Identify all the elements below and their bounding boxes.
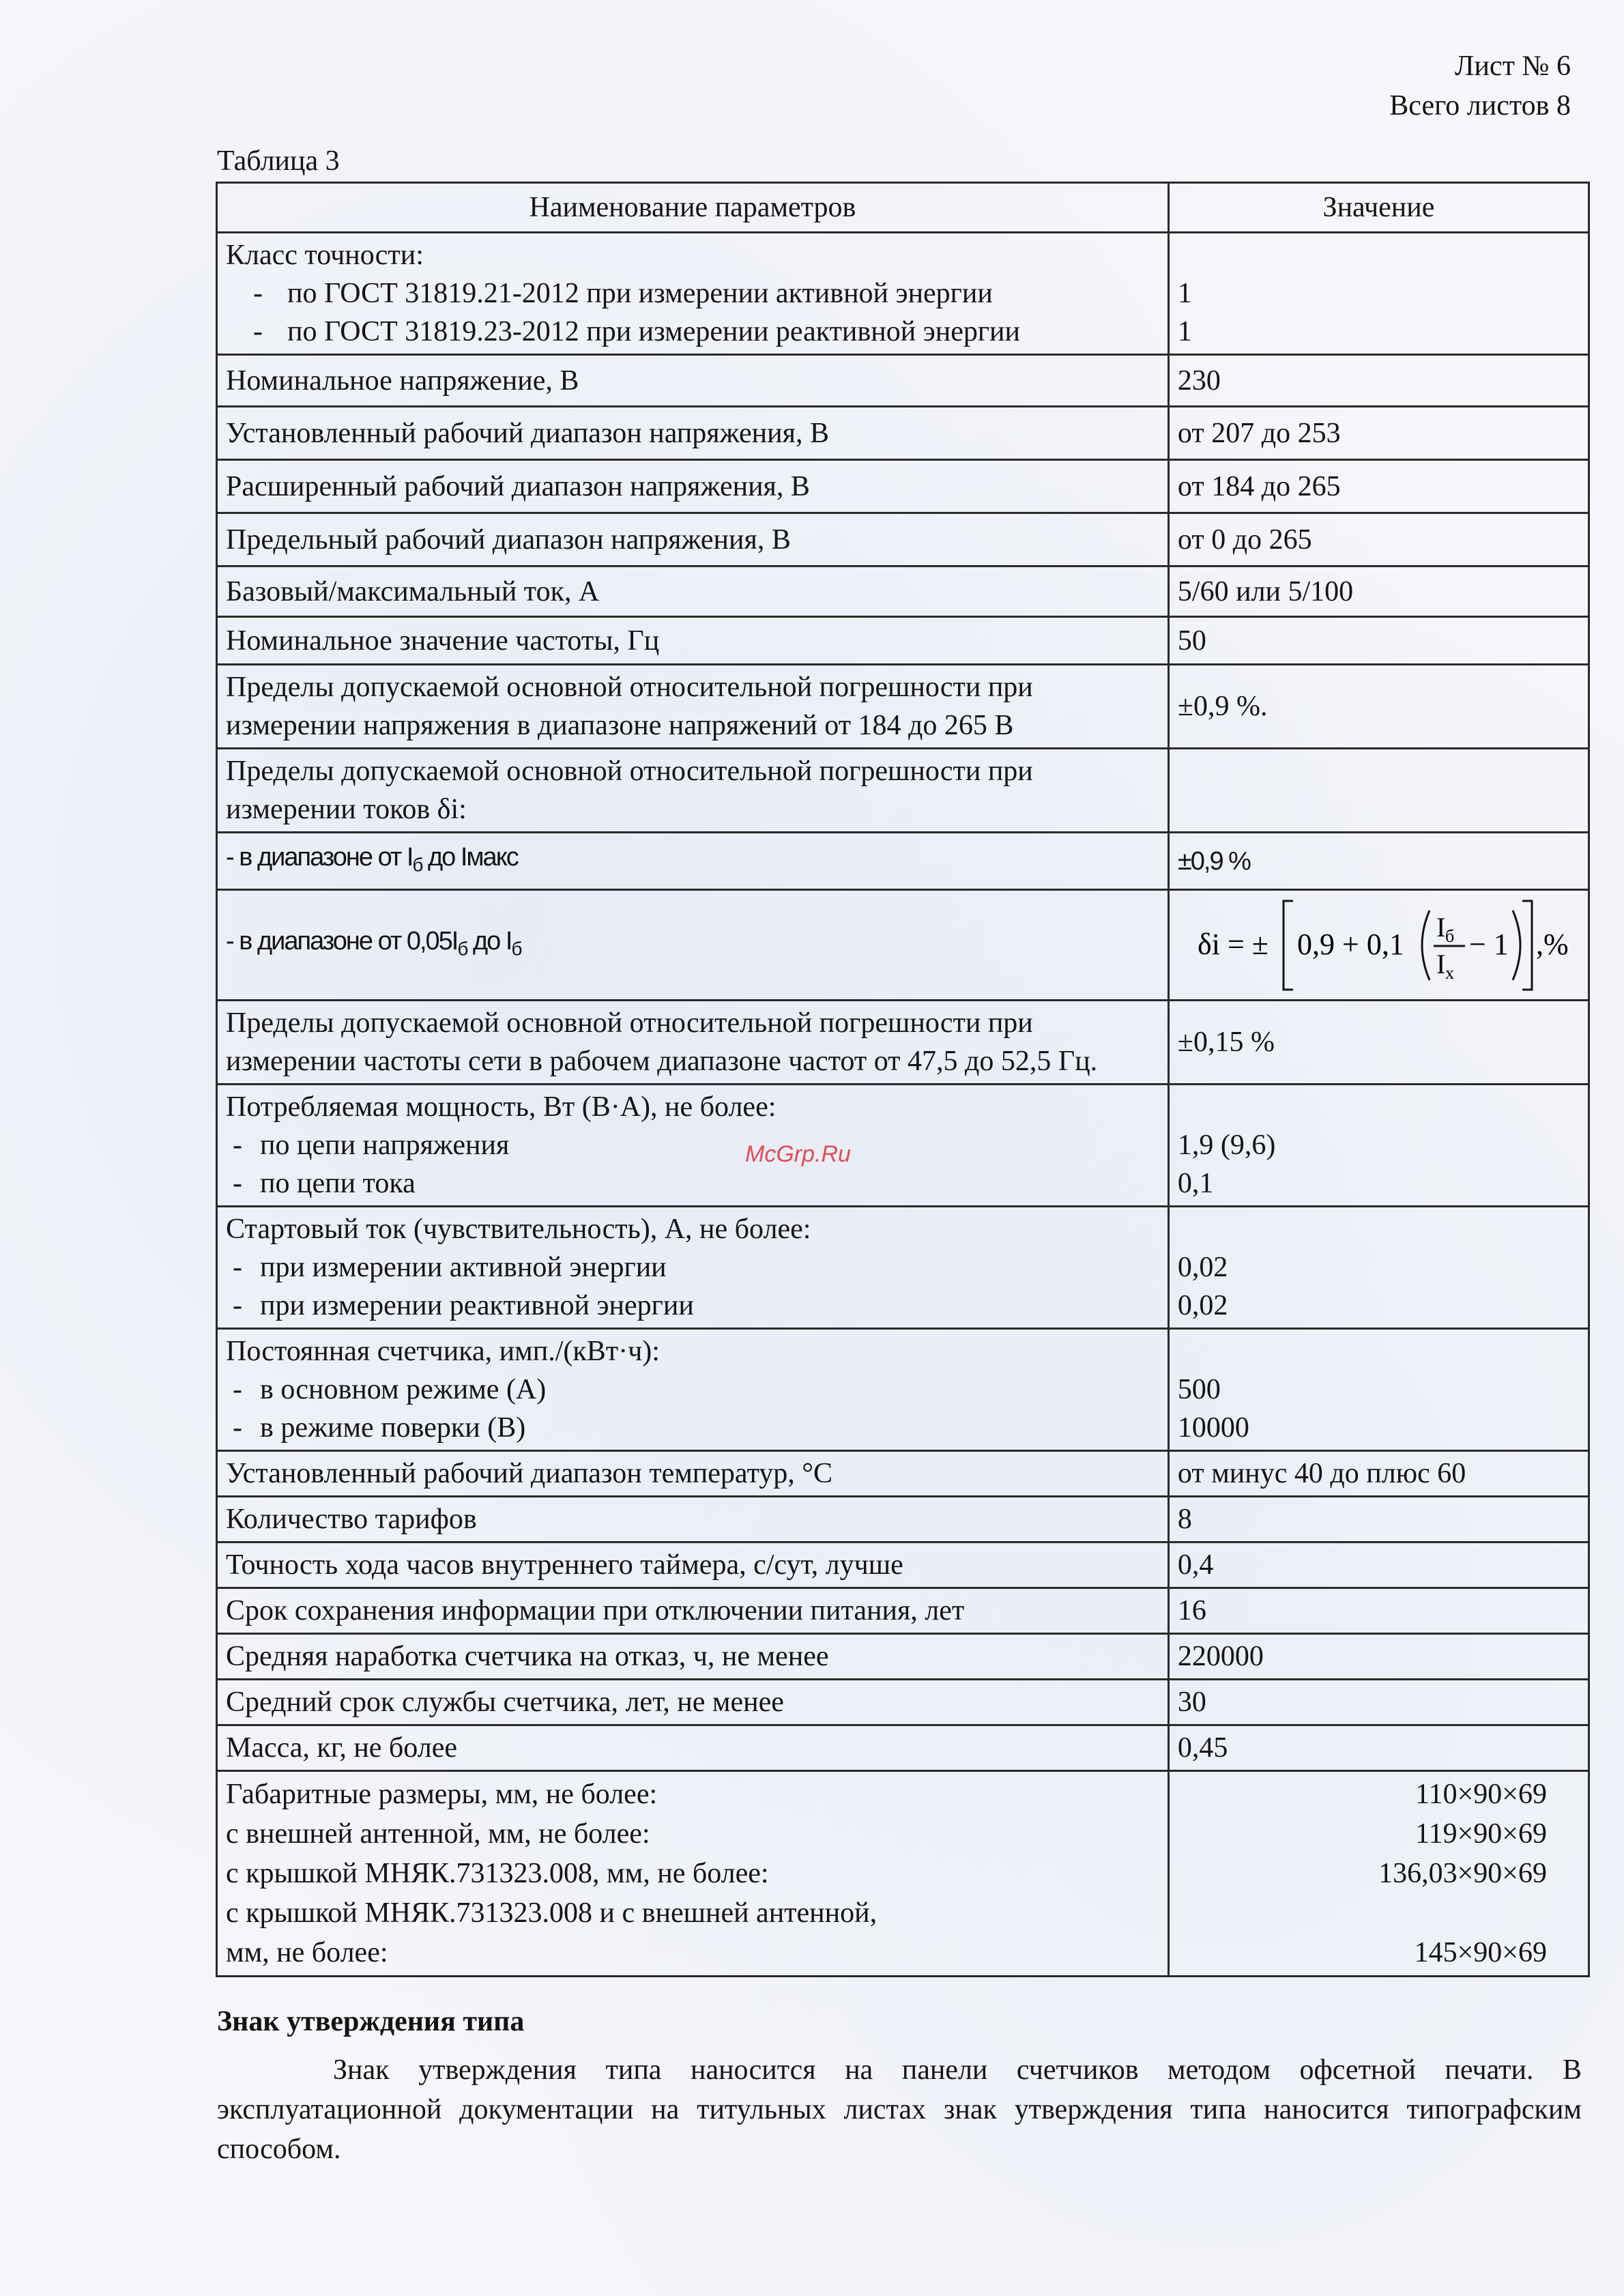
param-cell: Пределы допускаемой основной относительной погрешности при измерении напряжения в диапазоне напряжений от 184 до 265 В [217, 665, 1169, 749]
value-cell: 30 [1168, 1680, 1589, 1725]
value-cell: 16 [1168, 1588, 1589, 1634]
section-paragraph: Знак утверждения типа наносится на панели счетчиков методом офсетной печати. В эксплуатационной документации на титульных листах знак утверждения типа наносится типографским способом. [217, 2054, 1582, 2165]
table-row [217, 460, 1589, 513]
param-cell: Пределы допускаемой основной относительной погрешности при измерении частоты сети в рабочем диапазоне частот от 47,5 до 52,5 Гц. [217, 1001, 1169, 1085]
value-item: 1 [1177, 278, 1192, 309]
value-cell: от 207 до 253 [1168, 407, 1589, 460]
value-cell: ±0,9 %. [1168, 665, 1589, 749]
formula-den: I [1436, 948, 1446, 979]
param-item: - по цепи напряжения [226, 1126, 1159, 1164]
value-cell [1168, 1329, 1589, 1451]
param-cell: Установленный рабочий диапазон напряжения, В [217, 407, 1169, 460]
param-title: Класс точности: [226, 240, 424, 271]
table-row [217, 1001, 1589, 1085]
table-row [217, 407, 1589, 460]
header-param: Наименование параметров [217, 183, 1169, 233]
error-formula [1168, 890, 1589, 1001]
value-cell [1168, 233, 1589, 355]
table-row [217, 833, 1589, 890]
dim-line: с внешней антенной, мм, не более: [226, 1818, 650, 1850]
table-row [217, 890, 1589, 1001]
dim-line: с крышкой МНЯК.731323.008 и с внешней антенной, [226, 1897, 878, 1929]
value-cell: 220000 [1168, 1634, 1589, 1680]
value-cell [1168, 1207, 1589, 1329]
header-value: Значение [1168, 183, 1589, 233]
value-cell [1168, 1085, 1589, 1207]
value-item: 1 [1177, 316, 1192, 347]
sheet-number: Лист № 6 [1454, 51, 1571, 82]
value-cell: от минус 40 до плюс 60 [1168, 1451, 1589, 1497]
param-cell: Базовый/максимальный ток, А [217, 566, 1169, 617]
value-cell: от 0 до 265 [1168, 513, 1589, 566]
dim-value: 119×90×69 [1415, 1818, 1547, 1850]
section-title: Знак утверждения типа [217, 2006, 525, 2037]
table-row [217, 1680, 1589, 1725]
param-item: - по цепи тока [226, 1164, 1159, 1203]
table-row [217, 1725, 1589, 1771]
sheet-info [1389, 46, 1571, 126]
param-cell: Расширенный рабочий диапазон напряжения, В [217, 460, 1169, 513]
param-item: - в режиме поверки (В) [226, 1409, 1159, 1447]
param-cell: Средняя наработка счетчика на отказ, ч, не менее [217, 1634, 1169, 1680]
table-row [217, 513, 1589, 566]
param-cell [217, 833, 1169, 890]
param-cell [217, 233, 1169, 355]
param-cell: Количество тарифов [217, 1497, 1169, 1542]
parameters-table [216, 182, 1590, 1977]
dim-value: 136,03×90×69 [1378, 1858, 1547, 1889]
range-subscript: б [412, 854, 422, 876]
sheet-total: Всего листов 8 [1389, 90, 1571, 121]
table-row [217, 1771, 1589, 1977]
paren-right [1513, 910, 1520, 980]
range-label: - в диапазоне от I [226, 842, 413, 872]
table-row [217, 1451, 1589, 1497]
param-item: - при измерении реактивной энергии [226, 1287, 1159, 1325]
value-cell: 8 [1168, 1497, 1589, 1542]
formula-den-sub: x [1445, 962, 1454, 983]
value-item: 1,9 (9,6) [1177, 1130, 1276, 1161]
value-cell: 0,4 [1168, 1542, 1589, 1588]
dim-line: с крышкой МНЯК.731323.008, мм, не более: [226, 1858, 769, 1889]
value-item: 0,02 [1177, 1290, 1228, 1321]
table-row [217, 566, 1589, 617]
value-cell: ±0,9 % [1168, 833, 1589, 890]
dim-line: Габаритные размеры, мм, не более: [226, 1779, 658, 1810]
table-row [217, 1207, 1589, 1329]
param-cell [217, 890, 1169, 1001]
table-row [217, 233, 1589, 355]
param-cell: Масса, кг, не более [217, 1725, 1169, 1771]
param-title: Стартовый ток (чувствительность), А, не более: [226, 1214, 811, 1245]
param-cell: Точность хода часов внутреннего таймера, с/сут, лучше [217, 1542, 1169, 1588]
range-subscript: б [457, 938, 467, 960]
table-row [217, 355, 1589, 407]
formula-suffix: ,% [1536, 927, 1569, 961]
value-cell [1168, 749, 1589, 833]
param-cell: Номинальное значение частоты, Гц [217, 617, 1169, 665]
table-header-row [217, 183, 1589, 233]
param-cell: Средний срок службы счетчика, лет, не менее [217, 1680, 1169, 1725]
param-item: - при измерении активной энергии [226, 1248, 1159, 1287]
dim-line: мм, не более: [226, 1937, 388, 1968]
table-caption: Таблица 3 [217, 145, 340, 177]
bracket-left [1284, 901, 1293, 990]
table-row [217, 1542, 1589, 1588]
range-label-tail: до Iмакс [422, 842, 518, 872]
param-cell: Установленный рабочий диапазон температур, °С [217, 1451, 1169, 1497]
param-title: Постоянная счетчика, имп./(кВт·ч): [226, 1336, 660, 1367]
param-cell: Номинальное напряжение, В [217, 355, 1169, 407]
formula-num: I [1436, 911, 1446, 943]
value-cell: 5/60 или 5/100 [1168, 566, 1589, 617]
param-cell: Предельный рабочий диапазон напряжения, В [217, 513, 1169, 566]
value-cell [1168, 1771, 1589, 1977]
param-item: - в основном режиме (А) [226, 1371, 1159, 1409]
value-cell: 0,45 [1168, 1725, 1589, 1771]
table-row [217, 1085, 1589, 1207]
param-cell [217, 1207, 1169, 1329]
param-item: - по ГОСТ 31819.21-2012 при измерении активной энергии [226, 274, 1159, 313]
table-row [217, 1634, 1589, 1680]
param-item: - по ГОСТ 31819.23-2012 при измерении реактивной энергии [226, 313, 1159, 351]
table-row [217, 749, 1589, 833]
formula-num-sub: б [1445, 925, 1455, 946]
dim-value: 110×90×69 [1415, 1779, 1547, 1810]
value-cell: от 184 до 265 [1168, 460, 1589, 513]
range-subscript: б [511, 938, 521, 960]
param-cell: Пределы допускаемой основной относительной погрешности при измерении токов δi: [217, 749, 1169, 833]
param-cell [217, 1329, 1169, 1451]
value-item: 0,02 [1177, 1252, 1228, 1283]
value-cell: ±0,15 % [1168, 1001, 1589, 1085]
param-title: Потребляемая мощность, Вт (В·А), не более: [226, 1091, 777, 1123]
value-item: 10000 [1177, 1412, 1249, 1444]
formula-prefix: δi = ± [1198, 927, 1268, 961]
value-cell: 230 [1168, 355, 1589, 407]
dim-value: 145×90×69 [1414, 1937, 1547, 1968]
formula-graphic [1198, 894, 1580, 996]
paren-left [1422, 910, 1430, 980]
table-row [217, 617, 1589, 665]
bracket-right [1522, 901, 1532, 990]
range-label: - в диапазоне от 0,05I [226, 926, 458, 956]
table-row [217, 1497, 1589, 1542]
watermark: McGrp.Ru [745, 1141, 851, 1167]
value-item: 500 [1177, 1374, 1221, 1405]
table-row [217, 665, 1589, 749]
table-row [217, 1588, 1589, 1634]
formula-a: 0,9 + 0,1 [1297, 927, 1404, 961]
range-label-mid: до I [467, 926, 512, 956]
value-cell: 50 [1168, 617, 1589, 665]
table-row [217, 1329, 1589, 1451]
value-item: 0,1 [1177, 1168, 1214, 1199]
formula-minus: − 1 [1469, 927, 1509, 961]
param-cell [217, 1771, 1169, 1977]
param-cell [217, 1085, 1169, 1207]
param-cell: Срок сохранения информации при отключении питания, лет [217, 1588, 1169, 1634]
